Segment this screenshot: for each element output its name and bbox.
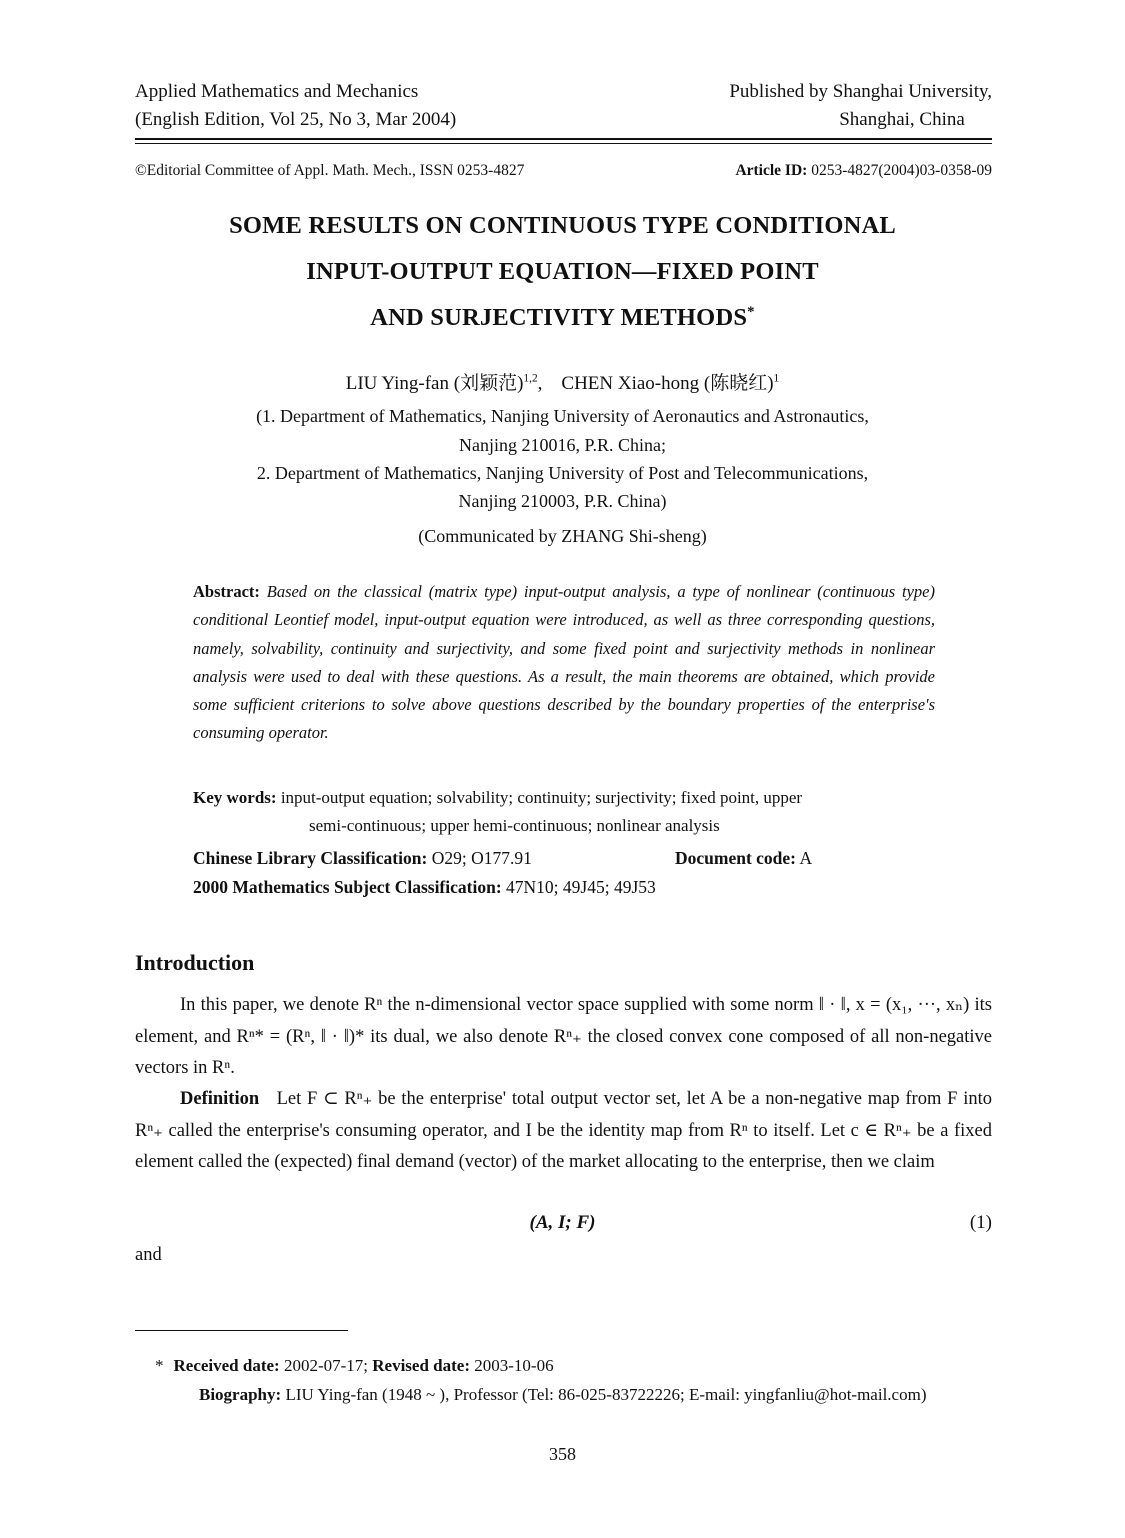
equation-1: (A, I; F): [529, 1212, 596, 1233]
equation-number-1: (1): [969, 1212, 992, 1233]
article-id: Article ID: 0253-4827(2004)03-0358-09: [735, 162, 992, 179]
footnote-dates: * Received date: 2002-07-17; Revised date: 2003-10-06: [155, 1356, 554, 1375]
header-rule-thick: [135, 138, 992, 140]
intro-paragraph-definition: Definition Let F ⊂ Rⁿ₊ be the enterprise' total output vector set, let A be a non-negative map from F into Rⁿ₊ called the enterprise's consuming operator, and I be the identity map from Rⁿ to itself. Let c ∈ Rⁿ₊ be a fixed element called the (expected) final demand (vector) of the market allocating to the enterprise, then we claim: [135, 1089, 993, 1172]
keywords: Key words: input-output equation; solvability; continuity; surjectivity; fixed point, upper semi-continuous; upper hemi-continuous; nonlinear analysis: [193, 788, 803, 835]
and-text: and: [135, 1245, 162, 1265]
footnote-biography: Biography: LIU Ying-fan (1948 ~ ), Professor (Tel: 86-025-83722226; E-mail: yingfanliu@hot-mail.com): [199, 1385, 927, 1404]
abstract-label: Abstract:: [193, 582, 260, 601]
abstract: [193, 578, 935, 748]
copyright-line: ©Editorial Committee of Appl. Math. Mech., ISSN 0253-4827: [135, 162, 525, 179]
definition-label: Definition: [180, 1089, 260, 1109]
clc-classification: Chinese Library Classification: O29; O177.91: [193, 848, 532, 868]
page-number: 358: [549, 1444, 576, 1464]
author-1: LIU Ying-fan (刘颖范): [345, 373, 524, 394]
keywords-label: Key words:: [193, 788, 277, 807]
document-code: Document code: A: [675, 848, 813, 868]
title-line3: AND SURJECTIVITY METHODS*: [370, 304, 755, 332]
abstract-text: Based on the classical (matrix type) input-output analysis, a type of nonlinear (continuous type) conditional Leontief model, input-output equation were introduced, as well as three corresponding questions, namely, solvability, continuity and surjectivity, and some fixed point and surjectivity methods in nonlinear analysis were used to deal with these questions. As a result, the main theorems are obtained, which provide some sufficient criterions to solve above questions described by the boundary properties of the enterprise's consuming operator.: [193, 582, 936, 743]
section-heading-introduction: Introduction: [135, 950, 255, 975]
affiliation-line1: (1. Department of Mathematics, Nanjing University of Aeronautics and Astronautics,: [256, 406, 869, 426]
communicated-by: (Communicated by ZHANG Shi-sheng): [418, 526, 707, 546]
affiliation-line2: Nanjing 210016, P.R. China;: [458, 435, 666, 455]
publisher-line1: Published by Shanghai University,: [729, 81, 992, 102]
journal-name: Applied Mathematics and Mechanics: [135, 81, 419, 102]
author-2: CHEN Xiao-hong (陈晓红): [561, 373, 774, 394]
publisher-line2: Shanghai, China: [839, 109, 965, 130]
journal-edition: (English Edition, Vol 25, No 3, Mar 2004): [135, 109, 457, 130]
msc-classification: 2000 Mathematics Subject Classification: 47N10; 49J45; 49J53: [193, 877, 656, 897]
authors: LIU Ying-fan (刘颖范)$^{1,2}$, CHEN Xiao-hong (陈晓红)$^1$: [345, 372, 780, 394]
footnote-rule: [135, 1330, 348, 1331]
affiliation-line4: Nanjing 210003, P.R. China): [458, 491, 667, 511]
intro-paragraph-1: In this paper, we denote Rⁿ the n-dimensional vector space supplied with some norm ‖ · ‖, x = (x₁, ···, xₙ) its element, and Rⁿ* = (Rⁿ, ‖ · ‖)* its dual, we also denote Rⁿ₊ the closed convex cone composed of all non-negative vectors in Rⁿ.: [135, 995, 992, 1078]
title-line1: SOME RESULTS ON CONTINUOUS TYPE CONDITIONAL: [229, 212, 896, 239]
header-rule-thin: [135, 143, 992, 144]
title-line2: INPUT-OUTPUT EQUATION—FIXED POINT: [306, 258, 819, 285]
affiliation-line3: 2. Department of Mathematics, Nanjing University of Post and Telecommunications,: [256, 463, 869, 483]
title-footnote-mark: *: [747, 304, 755, 320]
